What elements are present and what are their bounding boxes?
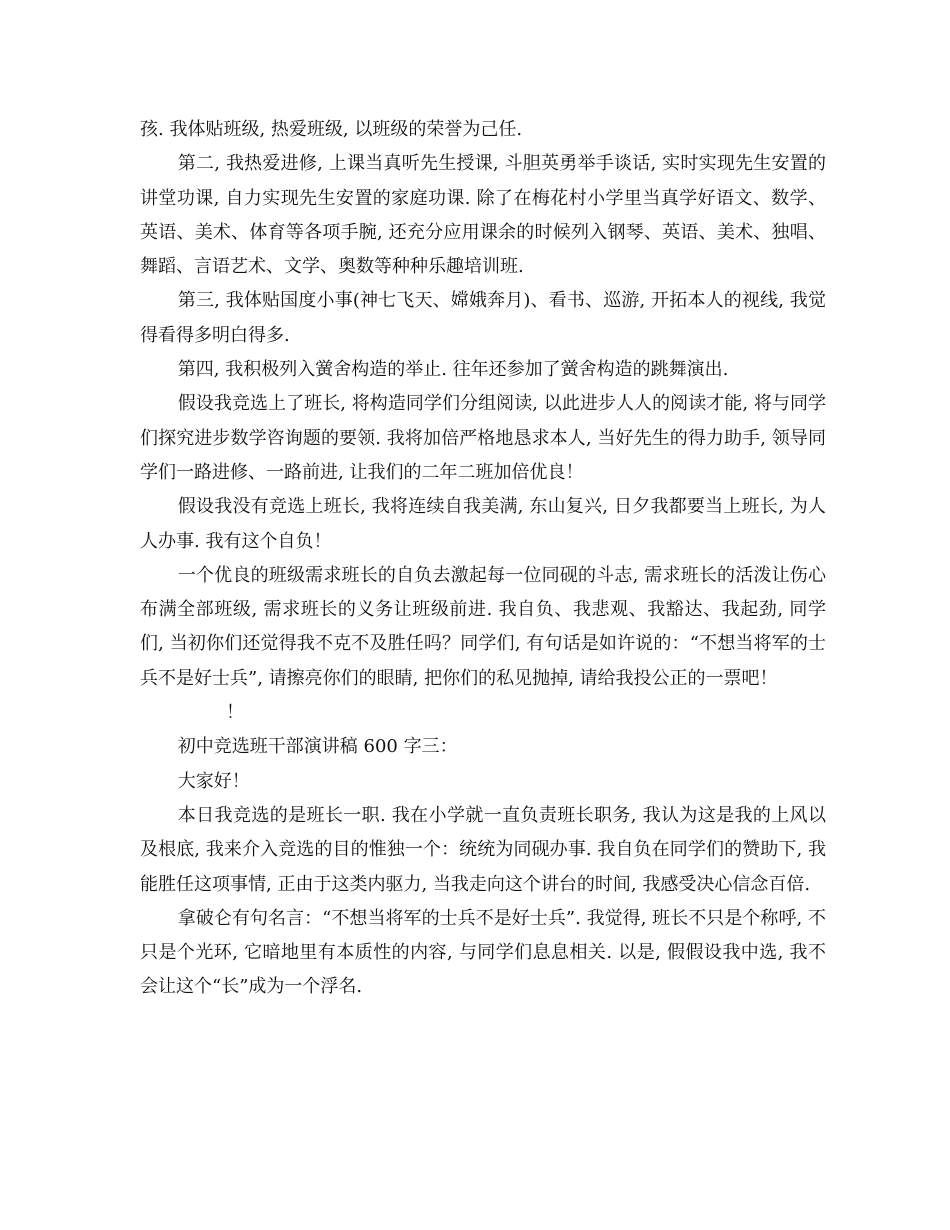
paragraph-monitor-role: 本日我竞选的是班长一职. 我在小学就一直负责班长职务, 我认为这是我的上风以及根底, 我来介入竞选的目的惟独一个：统统为同砚办事. 我自负在同学们的赞助下, 我能胜任这项事情, 正由于这类内驱力, 当我走向这个讲台的时间, 我感受决心信念百倍. (140, 804, 826, 895)
paragraph-third-point: 第三, 我体贴国度小事(神七飞天、嫦娥奔月)、看书、巡游, 开拓本人的视线, 我觉得看得多明白得多. (140, 290, 826, 346)
paragraph-continuation: 孩. 我体贴班级, 热爱班级, 以班级的荣誉为己任. (140, 119, 523, 140)
paragraph-second-point: 第二, 我热爱进修, 上课当真听先生授课, 斗胆英勇举手谈话, 实时实现先生安置的讲堂功课, 自力实现先生安置的家庭功课. 除了在梅花村小学里当真学好语文、数学、英语、美术、体育等各项手腕, 还充分应用课余的时候列入钢琴、英语、美术、独唱、舞蹈、言语艺术、文学、奥数等种种乐趣培训班. (140, 153, 826, 278)
paragraph-exclamation: ！ (226, 702, 244, 724)
paragraph-napoleon-quote: 拿破仑有句名言：“不想当将军的士兵不是好士兵”. 我觉得, 班长不只是个称呼, 不只是个光环, 它暗地里有本质性的内容, 与同学们息息相关. 以是, 假假设我中选, 我不会让这个“长”成为一个浮名. (140, 907, 826, 998)
section-heading: 初中竞选班干部演讲稿 600 字三： (177, 736, 458, 758)
greeting: 大家好！ (177, 770, 250, 792)
paragraph-if-not-elected: 假设我没有竞选上班长, 我将连续自我美满, 东山复兴, 日夕我都要当上班长, 为人人办事. 我有这个自负！ (140, 496, 826, 552)
paragraph-fourth-point: 第四, 我积极列入黉舍构造的举止. 往年还参加了黉舍构造的跳舞演出. (177, 359, 729, 381)
document-body (140, 113, 826, 1005)
paragraph-if-elected: 假设我竞选上了班长, 将构造同学们分组阅读, 以此进步人人的阅读才能, 将与同学们探究进步数学咨询题的要领. 我将加倍严格地恳求本人, 当好先生的得力助手, 领导同学们一路进修、一路前进, 让我们的二年二班加倍优良！ (140, 393, 826, 483)
paragraph-good-class: 一个优良的班级需求班长的自负去激起每一位同砚的斗志, 需求班长的活泼让伤心布满全部班级, 需求班长的义务让班级前进. 我自负、我悲观、我豁达、我起劲, 同学们, 当初你们还觉得我不克不及胜任吗？同学们, 有句话是如许说的：“不想当将军的士兵不是好士兵”, 请擦亮你们的眼睛, 把你们的私见抛掉, 请给我投公正的一票吧！ (140, 564, 826, 689)
